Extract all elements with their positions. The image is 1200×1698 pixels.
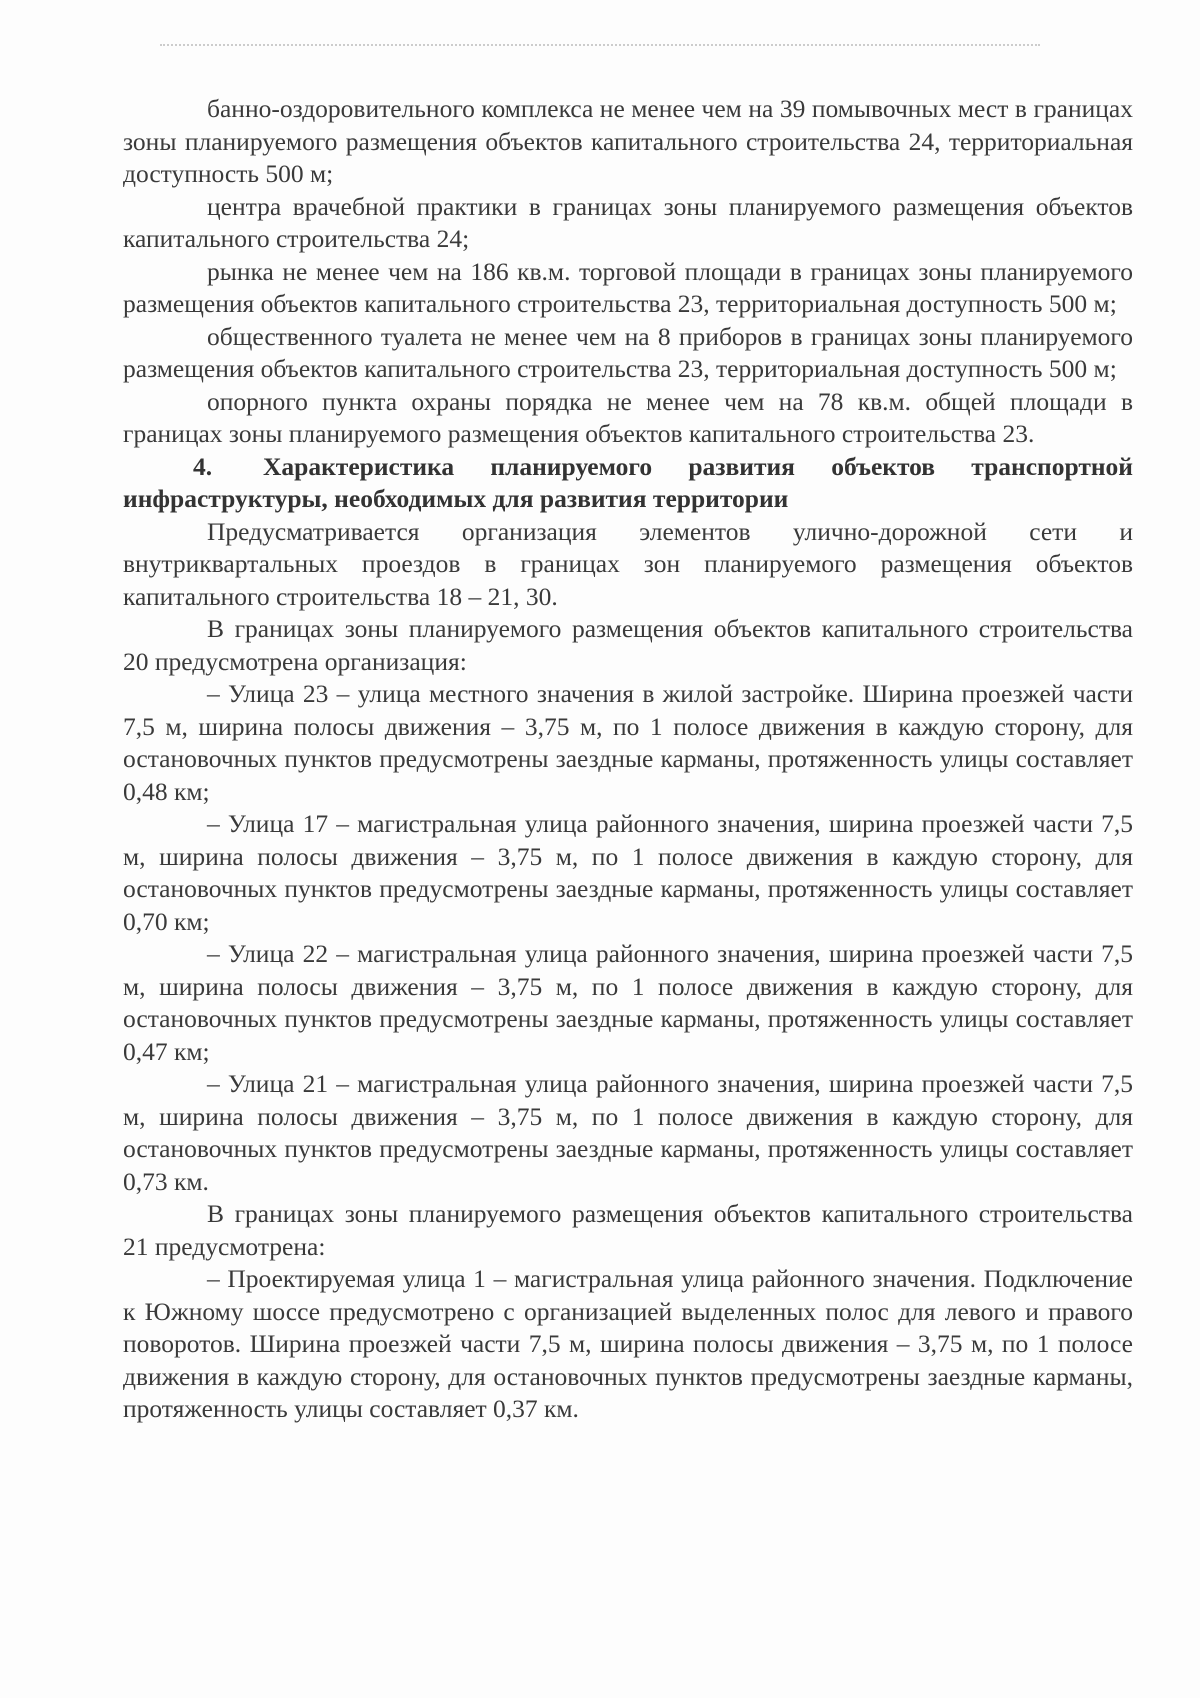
paragraph: рынка не менее чем на 186 кв.м. торговой площади в границах зоны планируемого размещения объектов капитального строительства 23, территориальная доступность 500 м; [123,256,1133,318]
paragraph: Предусматривается организация элементов улично-дорожной сети и внутриквартальных проездов в границах зон планируемого размещения объектов капитального строительства 18 – 21, 30. [123,516,1133,611]
list-item: – Улица 22 – магистральная улица районного значения, ширина проезжей части 7,5 м, ширина полосы движения – 3,75 м, по 1 полосе движения в каждую сторону, для остановочных пунктов предусмотрены заездные карманы, протяженность улицы составляет 0,47 км; [123,939,1133,1066]
scan-artifact [160,44,1040,52]
list-item: – Проектируемая улица 1 – магистральная улица районного значения. Подключение к Южному шоссе предусмотрено с организацией выделенных полос для левого и правого поворотов. Ширина проезжей части 7,5 м, ширина полосы движения – 3,75 м, по 1 полосе движения в каждую сторону, для остановочных пунктов предусмотрены заездные карманы, протяженность улицы составляет 0,37 км. [123,1264,1133,1423]
paragraph: опорного пункта охраны порядка не менее чем на 78 кв.м. общей площади в границах зоны планируемого размещения объектов капитального строительства 23. [123,386,1133,448]
paragraph: центра врачебной практики в границах зоны планируемого размещения объектов капитального строительства 24; [123,191,1133,253]
list-item: – Улица 23 – улица местного значения в жилой застройке. Ширина проезжей части 7,5 м, ширина полосы движения – 3,75 м, по 1 полосе движения в каждую сторону, для остановочных пунктов предусмотрены заездные карманы, протяженность улицы составляет 0,48 км; [123,679,1133,806]
paragraph: В границах зоны планируемого размещения объектов капитального строительства 20 предусмотрена организация: [123,614,1133,676]
paragraph: общественного туалета не менее чем на 8 приборов в границах зоны планируемого размещения объектов капитального строительства 23, территориальная доступность 500 м; [123,321,1133,383]
section-number: 4. [193,451,213,481]
document-body [123,93,1133,1426]
section-title: Характеристика планируемого развития объектов транспортной инфраструктуры, необходимых для развития территории [123,451,1133,513]
section-heading [123,451,1133,516]
paragraph: В границах зоны планируемого размещения объектов капитального строительства 21 предусмотрена: [123,1199,1133,1261]
paragraph: банно-оздоровительного комплекса не менее чем на 39 помывочных мест в границах зоны планируемого размещения объектов капитального строительства 24, территориальная доступность 500 м; [123,94,1133,188]
list-item: – Улица 21 – магистральная улица районного значения, ширина проезжей части 7,5 м, ширина полосы движения – 3,75 м, по 1 полосе движения в каждую сторону, для остановочных пунктов предусмотрены заездные карманы, протяженность улицы составляет 0,73 км. [123,1069,1133,1196]
list-item: – Улица 17 – магистральная улица районного значения, ширина проезжей части 7,5 м, ширина полосы движения – 3,75 м, по 1 полосе движения в каждую сторону, для остановочных пунктов предусмотрены заездные карманы, протяженность улицы составляет 0,70 км; [123,809,1133,936]
